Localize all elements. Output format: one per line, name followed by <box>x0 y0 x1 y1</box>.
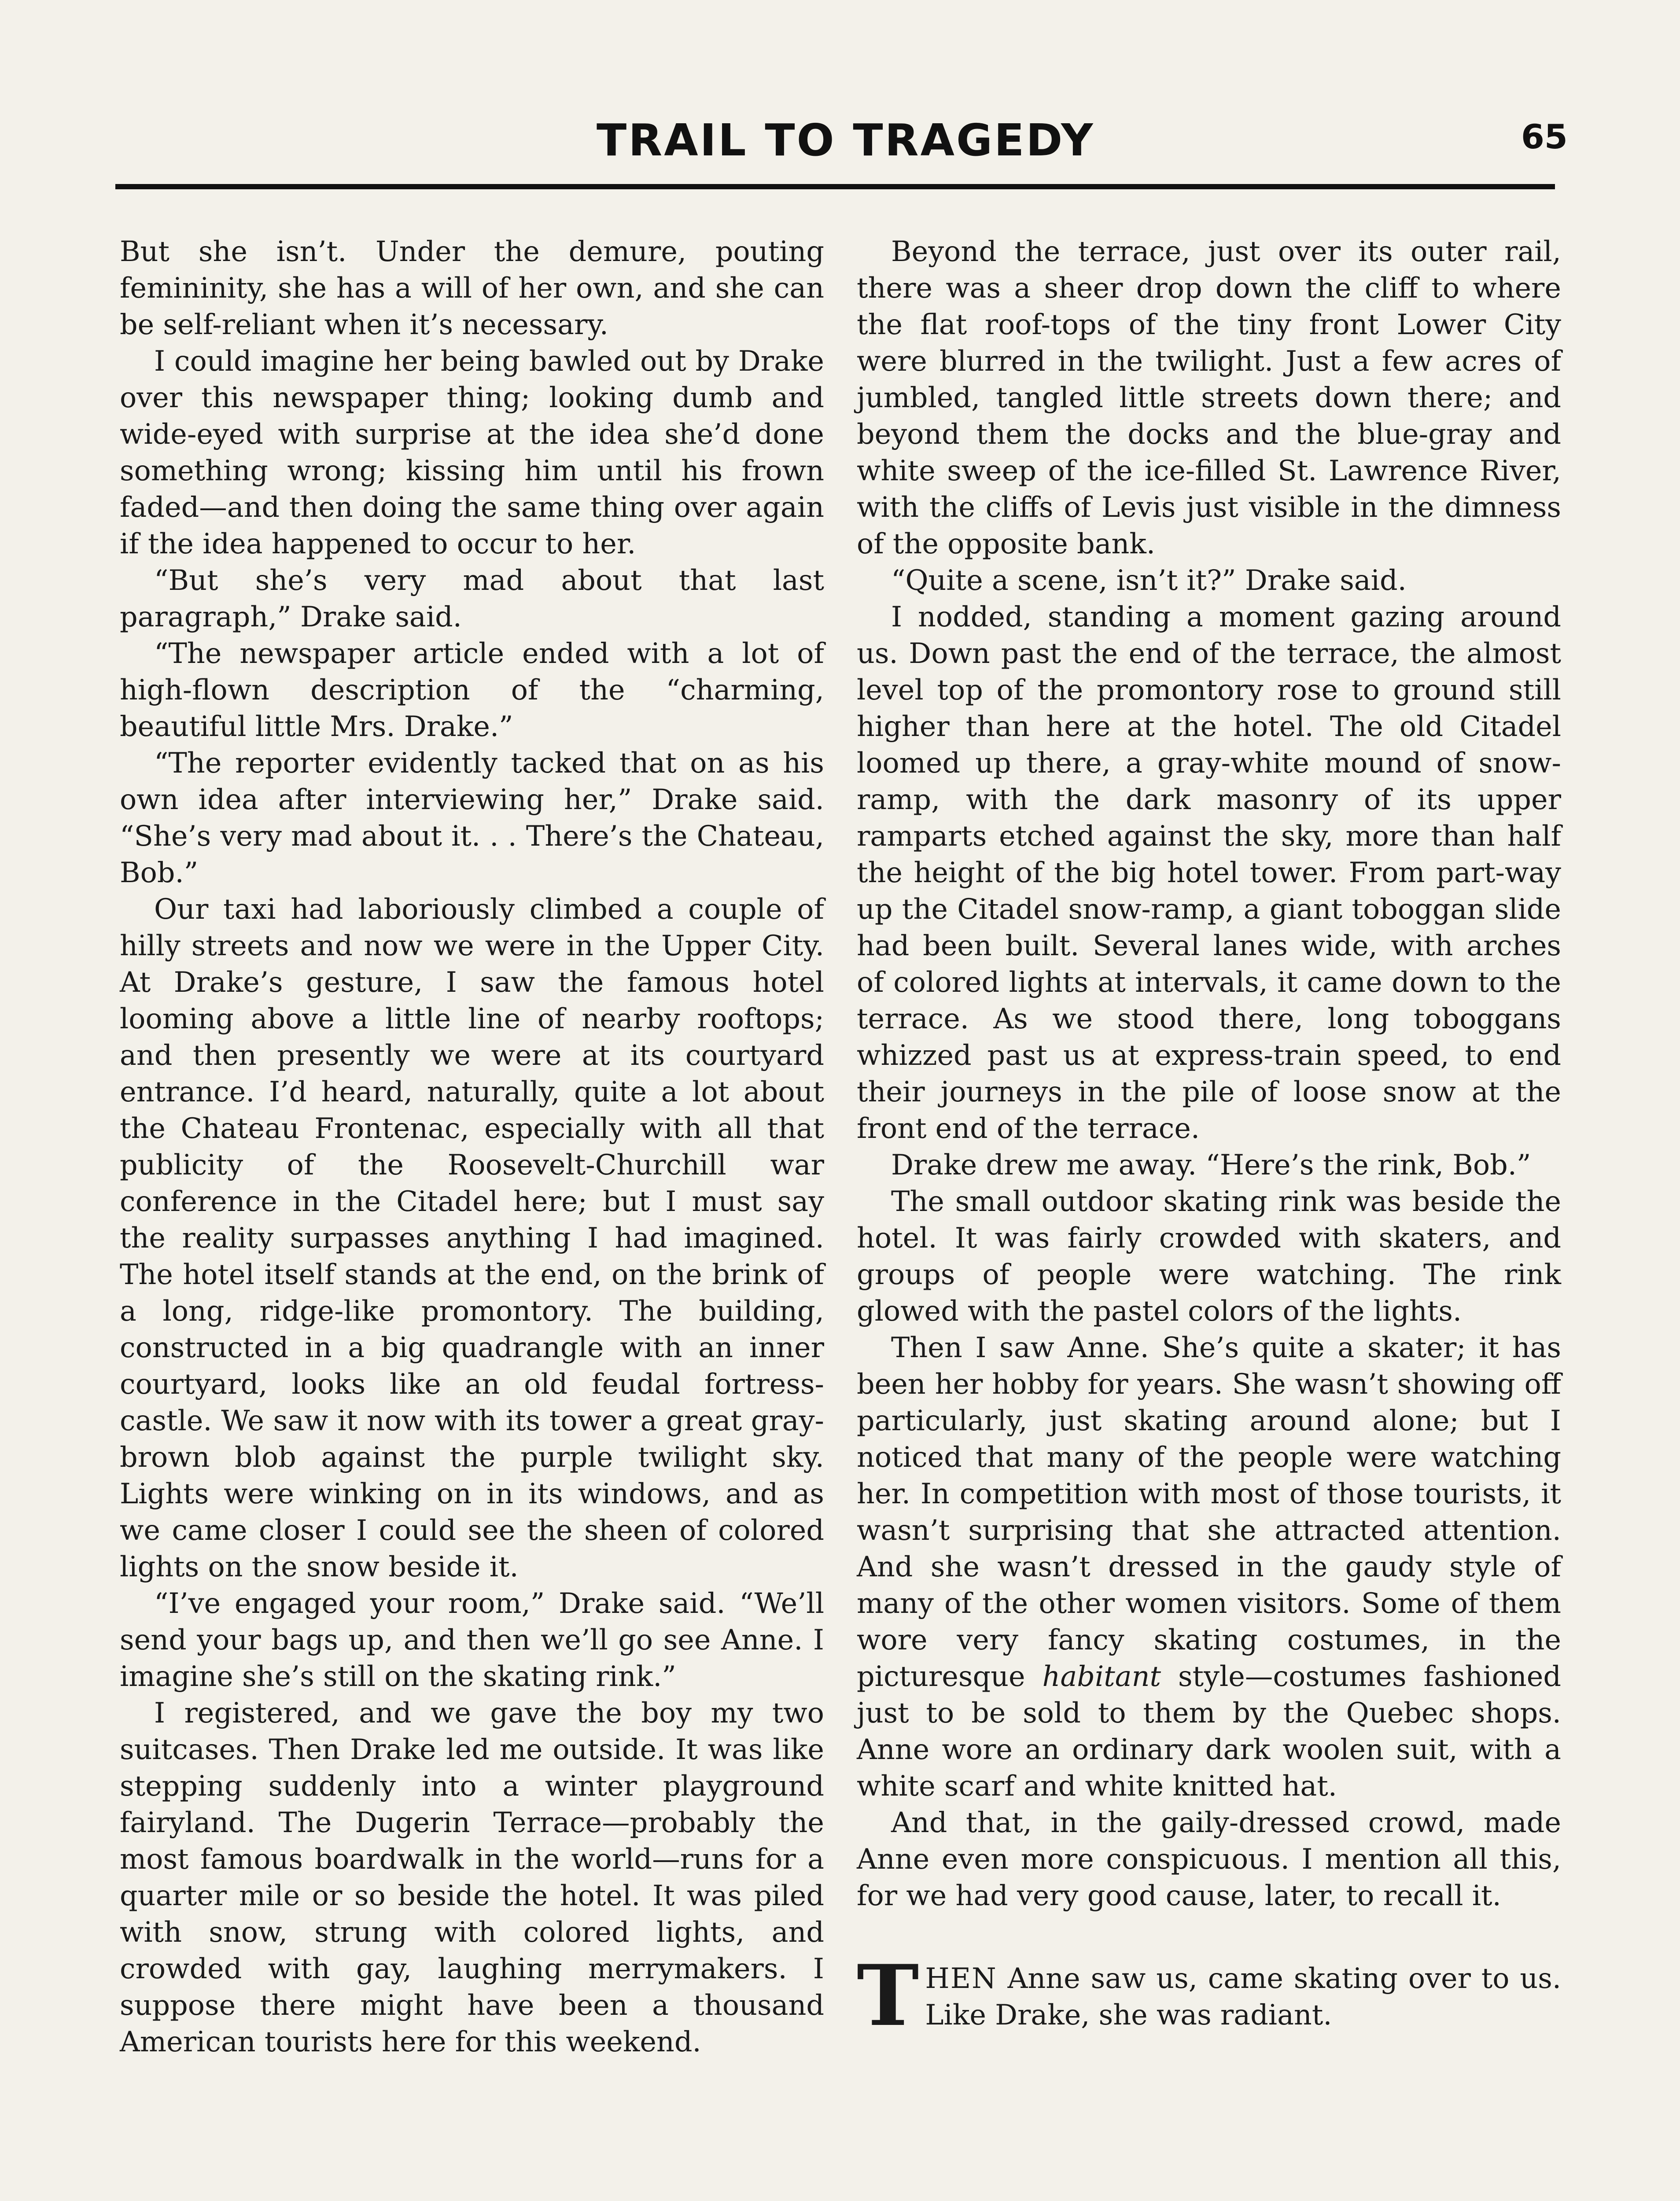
paragraph: “But she’s very mad about that last paragraph,” Drake said. <box>120 564 824 633</box>
paragraph: I could imagine her being bawled out by Drake over this newspaper thing; looking dumb and wide-eyed with surprise at the idea she’d done something wrong; kissing him until his frown faded—and then doing the same thing over again if the idea happened to occur to her. <box>120 345 824 560</box>
right-column <box>857 233 1562 2045</box>
section-opening-text: Anne saw us, came skating over to us. Like Drake, she was radiant. <box>925 1962 1561 2031</box>
paragraph: Drake drew me away. “Here’s the rink, Bob.” <box>891 1148 1531 1181</box>
paragraph <box>857 1329 1561 1804</box>
paragraph: And that, in the gaily-dressed crowd, made Anne even more conspicuous. I mention all this, for we had very good cause, later, to recall it. <box>857 1806 1561 1912</box>
section-opening <box>857 1947 1561 2045</box>
drop-cap: T <box>857 1947 919 2045</box>
paragraph: “The newspaper article ended with a lot of high-flown description of the “charming, beautiful little Mrs. Drake.” <box>120 637 824 743</box>
left-column <box>120 233 824 2060</box>
header-rule <box>115 184 1555 189</box>
paragraph-text-continued: style—costumes fashioned just to be sold to them by the Quebec shops. Anne wore an ordinary dark woolen suit, with a white scarf and white knitted hat. <box>857 1660 1562 1802</box>
paragraph-text: Then I saw Anne. She’s quite a skater; it has been her hobby for years. She wasn’t showing off particularly, just skating around alone; but I noticed that many of the people were watching her. In competition with most of those tourists, it wasn’t surprising that she attracted attention. And she wasn’t dressed in the gaudy style of many of the other women visitors. Some of them wore very fancy skating costumes, in the picturesque <box>857 1331 1561 1693</box>
running-title: TRAIL TO TRAGEDY <box>597 114 1095 166</box>
paragraph: “I’ve engaged your room,” Drake said. “We’ll send your bags up, and then we’ll go see Anne. I imagine she’s still on the skating rink.” <box>120 1587 824 1693</box>
paragraph: “The reporter evidently tacked that on as his own idea after interviewing her,” Drake said. “She’s very mad about it. . . There’s the Chateau, Bob.” <box>120 747 824 889</box>
paragraph: But she isn’t. Under the demure, pouting femininity, she has a will of her own, and she can be self-reliant when it’s necessary. <box>120 235 824 341</box>
lead-in-caps: HEN <box>925 1962 997 1995</box>
paragraph: The small outdoor skating rink was beside the hotel. It was fairly crowded with skaters, and groups of people were watching. The rink glowed with the pastel colors of the lights. <box>857 1185 1561 1327</box>
page-number: 65 <box>1521 117 1568 156</box>
paragraph: Beyond the terrace, just over its outer rail, there was a sheer drop down the cliff to where the flat roof-tops of the tiny front Lower City were blurred in the twilight. Just a few acres of jumbled, tangled little streets down there; and beyond them the docks and the blue-gray and white sweep of the ice-filled St. Lawrence River, with the cliffs of Levis just visible in the dimness of the opposite bank. <box>857 235 1561 560</box>
running-head <box>0 101 1680 176</box>
paragraph: “Quite a scene, isn’t it?” Drake said. <box>891 564 1407 596</box>
paragraph: Our taxi had laboriously climbed a couple of hilly streets and now we were in the Upper City. At Drake’s gesture, I saw the famous hotel looming above a little line of nearby rooftops; and then presently we were at its courtyard entrance. I’d heard, naturally, quite a lot about the Chateau Frontenac, especially with all that publicity of the Roosevelt-Churchill war conference in the Citadel here; but I must say the reality surpasses anything I had imagined. The hotel itself stands at the end, on the brink of a long, ridge-like promontory. The building, constructed in a big quadrangle with an inner courtyard, looks like an old feudal fortress-castle. We saw it now with its tower a great gray-brown blob against the purple twilight sky. Lights were winking on in its windows, and as we came closer I could see the sheen of colored lights on the snow beside it. <box>120 893 824 1583</box>
italic-term: habitant <box>1042 1660 1161 1693</box>
paragraph: I nodded, standing a moment gazing around us. Down past the end of the terrace, the almost level top of the promontory rose to ground still higher than here at the hotel. The old Citadel loomed up there, a gray-white mound of snow-ramp, with the dark masonry of its upper ramparts etched against the sky, more than half the height of the big hotel tower. From part-way up the Citadel snow-ramp, a giant toboggan slide had been built. Several lanes wide, with arches of colored lights at intervals, it came down to the terrace. As we stood there, long toboggans whizzed past us at express-train speed, to end their journeys in the pile of loose snow at the front end of the terrace. <box>857 600 1561 1145</box>
paragraph: I registered, and we gave the boy my two suitcases. Then Drake led me outside. It was like stepping suddenly into a winter playground fairyland. The Dugerin Terrace—probably the most famous boardwalk in the world—runs for a quarter mile or so beside the hotel. It was piled with snow, strung with colored lights, and crowded with gay, laughing merrymakers. I suppose there might have been a thousand American tourists here for this weekend. <box>120 1697 824 2058</box>
